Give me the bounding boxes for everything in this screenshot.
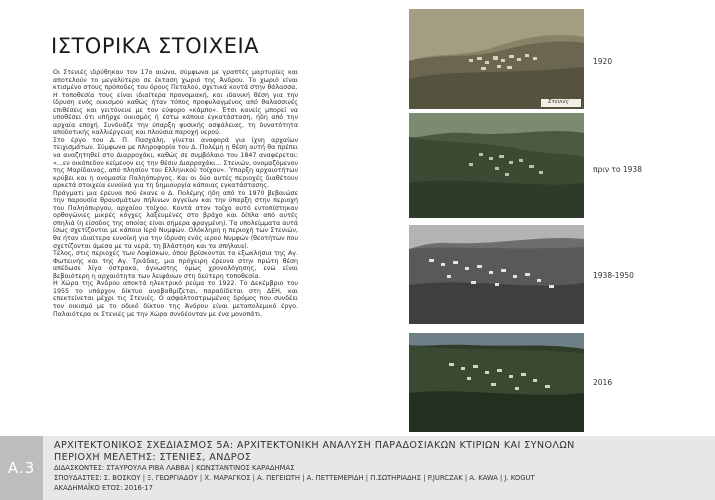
academic-year: ΑΚΑΔΗΜΑΪΚΟ ΕΤΟΣ: 2016-17 [54,484,153,492]
photo-1938-1950 [409,225,584,324]
course-title: ΑΡΧΙΤΕΚΤΟΝΙΚΟΣ ΣΧΕΔΙΑΣΜΟΣ 5Α: ΑΡΧΙΤΕΚΤΟΝΙΚΗ ΑΝΑΛΥΣΗ ΠΑΡΑΔΟΣΙΑΚΩΝ ΚΤΙΡΙΩΝ ΚΑΙ ΣΥΝΟΛΩΝ [54,440,575,451]
history-text [53,69,298,369]
photo-1920 [409,9,584,109]
paragraph: Πράγματι μια έρευνα πού έκανε ο Δ. Πολέμης ήδη από το 1970 βεβαιώσε την παρουσία θραυσμάτων πήλινων αγγείων και την ύπαρξη στην περιοχή του Παληόπυργου, αρχαίου τοίχου. Κοντά στον τοίχο αυτό εντοπίστηκαν ορθογώνιες μικρές κόγχες λαξευμένες στο βράχο και δίπλα από αυτές σπηλιά (η είσοδος της οποίας είναι σήμερα φραγμένη). Τα υπολείμματα αυτά ίσως σχετίζονται με κάποιο Ιερό Νυμφών. Ολόκληρη η περιοχή των Στενιών, θα ήταν ιδιαίτερα ευνοϊκή για την ίδρυση ενός ιερού Νυμφών (θεοτήτων που σχετίζονται άμεσα με τα νερά, τη βλάστηση και τα σπήλαια). [53,189,298,250]
instructors: ΔΙΔΑΣΚΟΝΤΕΣ: ΣΤΑΥΡΟΥΛΑ ΡΙΒΑ ΛΑΒΒΑ | ΚΩΝΣΤΑΝΤΙΝΟΣ ΚΑΡΑΔΗΜΑΣ [54,464,295,472]
photo-year-label: 1938-1950 [593,271,634,280]
footer-panel [0,436,715,500]
photo-year-label: πριν το 1938 [593,165,642,174]
paragraph: Η Χώρα της Άνδρου αποκτά ηλεκτρικό ρεύμα το 1922. Το Δεκέμβριο του 1955 το υπάρχον δίκτυο αναβαθμίζεται, παραδίδεται στη ΔΕΗ, και επεκτείνεται μέχρι τις Στενιές. Ο ασφαλτοστρωμένος δρόμος που συνδέει τον οικισμό με το οδικό δίκτυο της Άνδρου είναι μεταπολεμικό έργο. Παλαιότερα οι Στενιές με την Χώρα συνδέονταν με ένα μονοπάτι. [53,280,298,318]
sheet-number-badge: Α.3 [0,436,43,500]
photo-before-1938 [409,113,584,218]
study-area: ΠΕΡΙΟΧΗ ΜΕΛΕΤΗΣ: ΣΤΕΝΙΕΣ, ΑΝΔΡΟΣ [54,452,252,463]
paragraph: Οι Στενιές ιδρύθηκαν τον 17ο αιώνα, σύμφωνα με γραπτές μαρτυρίες και αποτελούν το μεγαλύτερο σε έκταση χωριό της Άνδρου. Το χωριό είναι κτισμένο στους πρόποδες του όρους Πεταλού, σχετικά κοντά στην θάλασσα. [53,69,298,92]
photo-year-label: 2016 [593,378,613,387]
paragraph: Στο έργο του Δ. Π. Πασχάλη, γίνεται αναφορά για ίχνη αρχαίων τειχισμάτων. Σύμφωνα με πληροφορία του Δ. Πολέμη η θέση αυτή θα πρέπει να αναζητηθεί στο Διαρροχάκι, καθώς σε συμβόλαιο του 1847 αναφέρεται: «...εν οικόπεδον κείμενον εις την θέσιν Διαρροχάκι... Στενιών, ονομαζόμενον της Μαρίδαινας, από πλησίον του Ελληνικού τοίχου». Ύπαρξη αρχαιοτήτων κρύβει και η ονομασία Παληόπυργος. Και οι δύο αυτές περιοχές διαθέτουν αρκετά στοιχεία ευνοϊκά για τη δημιουργία κάποιας εγκατάστασης. [53,136,298,190]
page-title: ΙΣΤΟΡΙΚΑ ΣΤΟΙΧΕΙΑ [51,34,260,58]
paragraph: Τέλος, στις περιοχές των Λοφίσκων, όπου βρίσκονται τα εξωκλήσια της Αγ. Φωτεινής και της Αγ. Τριάδας, μια πρόχειρη έρευνα στην πρώτη θέση απέδωσε λίγα όστρακα, άγνωστης όμως χρονολόγησης, ενώ είναι βεβαιότερη η αρχαιότητα των λειψάνων στη δεύτερη τοποθεσία. [53,250,298,280]
paragraph: Η τοποθεσία τους είναι ιδιαίτερα προνομιακή, και ιδανική θέση για την ίδρυση ενός οικισμού καθώς ήταν τόπος προφυλαγμένος από θαλασσινές επιθέσεις και γειτόνευε με τον εύφορο «κάμπο». Έτσι κανείς μπορεί να υποθέσει ότι υπήρχε οικισμός ή έστω κάποια εγκατάσταση, ήδη από την αρχαία εποχή. Συνδυάζε την ύπαρξη φυσικής ασφάλειας, τη δυνατότητα αποδοτικής καλλιέργειας και πλούσια παροχή νερού. [53,91,298,137]
footer-info [54,440,709,493]
photo-year-label: 1920 [593,57,613,66]
photo-2016 [409,333,584,432]
photo-caption: Στενιές [548,99,569,105]
students: ΣΠΟΥΔΑΣΤΕΣ: Σ. ΒΟΣΚΟΥ | Ξ. ΓΕΩΡΓΙΑΔΟΥ | Χ. ΜΑΡΑΓΚΟΣ | Α. ΠΕΓΕΙΩΤΗ | Α. ΠΕΤΤΕΜΕΡΙΔΗ | Π.ΣΩΤΗΡΙΑΔΗΣ | P.JURCZAK | A. KAWA | J. KOGUT [54,474,535,482]
